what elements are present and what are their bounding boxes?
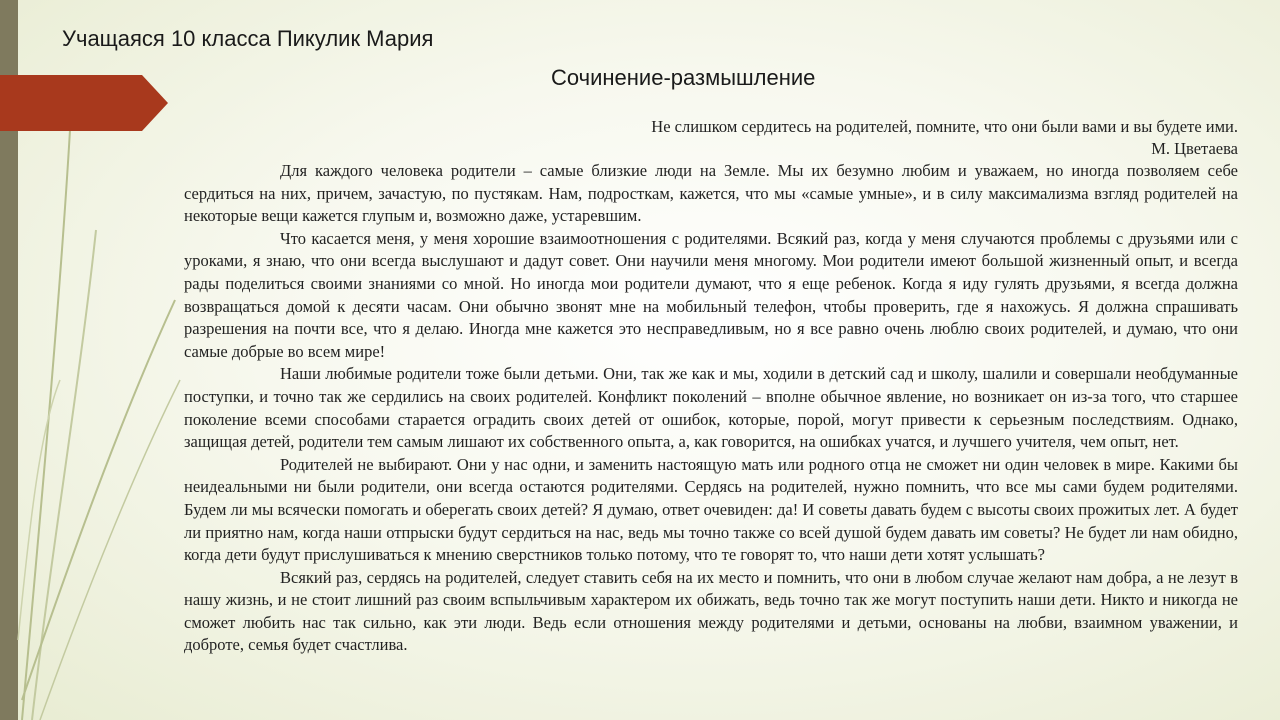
essay-paragraph: Наши любимые родители тоже были детьми. Они, так же как и мы, ходили в детский сад и школу, шалили и совершали необдуманные поступки, и точно так же сердились на своих родителей. Конфликт поколений – вполне обычное явление, но возникает он из-за того, что старшее поколение всеми способами старается оградить своих детей от ошибок, которые, порой, могут привести к серьезным последствиям. Однако, защищая детей, родители тем самым лишают их собственного опыта, а, как говорится, на ошибках учатся, и лучшего учителя, чем опыт, нет. — [184, 364, 1238, 452]
essay-paragraph: Что касается меня, у меня хорошие взаимоотношения с родителями. Всякий раз, когда у меня случаются проблемы с друзьями или с уроками, я знаю, что они всегда выслушают и дадут совет. Они научили меня многому. Мои родители имеют большой жизненный опыт, и всегда рады поделиться своими знаниями со мной. Но иногда мои родители думают, что я еще ребенок. Когда я иду гулять друзьями, я всегда должна возвращаться домой к десяти часам. Они обычно звонят мне на мобильный телефон, чтобы проверить, где я нахожусь. Я должна спрашивать разрешения на почти все, что я делаю. Иногда мне кажется это несправедливым, но я все равно очень люблю своих родителей, и думаю, что они самые добрые во всем мире! — [184, 228, 1238, 361]
epigraph — [184, 116, 1238, 160]
decor-curve — [22, 300, 175, 700]
slide-title: Сочинение-размышление — [551, 65, 816, 90]
decor-curve — [40, 380, 180, 720]
decor-curve — [32, 230, 96, 720]
epigraph-attribution: М. Цветаева — [1151, 139, 1238, 158]
essay-paragraph: Родителей не выбирают. Они у нас одни, и заменить настоящую мать или родного отца не сможет ни один человек в мире. Какими бы неидеальными ни были родители, они всегда остаются родителями. Сердясь на родителей, нужно помнить, что все мы сами будем родителями. Будем ли мы всячески помогать и оберегать своих детей? Я думаю, ответ очевиден: да! И советы давать будем с высоты своих прожитых лет. А будет ли приятно нам, когда наши отпрыски будут сердиться на нас, ведь мы точно также со всей душой будем давать им советы? Не будет ли нам обидно, когда дети будут прислушиваться к мнению сверстников только потому, что те говорят то, что наши дети хотят услышать? — [184, 454, 1238, 565]
author-line: Учащаяся 10 класса Пикулик Мария — [62, 26, 434, 51]
epigraph-quote: Не слишком сердитесь на родителей, помните, что они были вами и вы будете ими. — [651, 117, 1238, 136]
essay-paragraph: Всякий раз, сердясь на родителей, следует ставить себя на их место и помнить, что они в любом случае желают нам добра, а не лезут в нашу жизнь, и не стоит лишний раз своим вспыльчивым характером их обижать, ведь точно так же могут поступить наши дети. Никто и никогда не сможет любить нас так сильно, как эти люди. Ведь если отношения между родителями и детьми, основаны на любви, взаимном уважении, и доброте, семья будет счастлива. — [184, 567, 1238, 655]
red-arrow-shape — [0, 75, 168, 131]
essay-paragraph: Для каждого человека родители – самые близкие люди на Земле. Мы их безумно любим и уважаем, но иногда позволяем себе сердиться на них, причем, зачастую, по пустякам. Нам, подросткам, кажется, что мы «самые умные», и в силу максимализма взгляд родителей на некоторые вещи кажется глупым и, возможно даже, устаревшим. — [184, 161, 1238, 226]
essay-body — [184, 160, 1238, 657]
decor-curve — [18, 380, 60, 640]
